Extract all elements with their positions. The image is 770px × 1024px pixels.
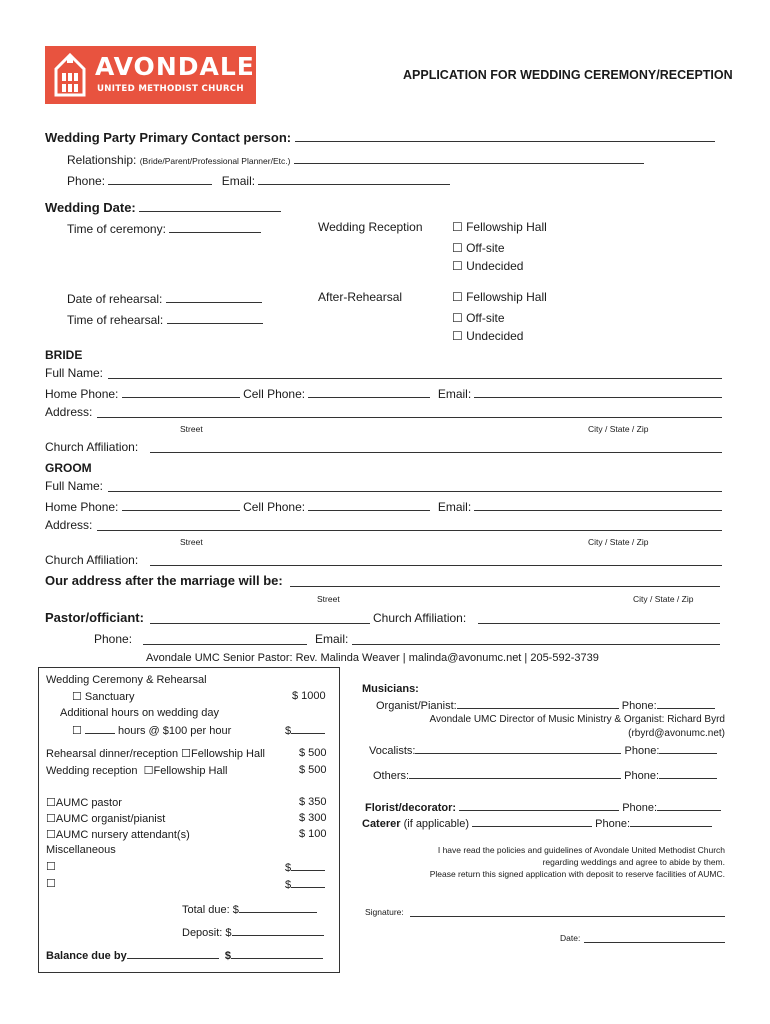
misc-price-1: $	[285, 860, 325, 874]
reception-fee-checkbox[interactable]: ☐	[143, 765, 154, 777]
misc-price-1-field[interactable]	[291, 860, 325, 871]
reception-option-undecided[interactable]: ☐ Undecided	[452, 259, 524, 273]
bride-heading: BRIDE	[45, 348, 83, 362]
vocalists-row: Vocalists: Phone:	[369, 743, 717, 757]
bride-cell-phone-field[interactable]	[308, 385, 430, 398]
reception-fee-price: $ 500	[299, 764, 327, 776]
primary-contact-field[interactable]	[295, 129, 715, 142]
agreement-line-2: regarding weddings and agree to abide by them.	[542, 857, 725, 867]
relationship-hint: (Bride/Parent/Professional Planner/Etc.)	[139, 156, 291, 166]
logo-subtitle: UNITED METHODIST CHURCH	[97, 84, 244, 94]
groom-full-name-label: Full Name:	[45, 479, 104, 493]
bride-full-name-label: Full Name:	[45, 366, 104, 380]
total-due-field[interactable]	[239, 902, 317, 913]
after-marriage-city-hint: City / State / Zip	[633, 594, 694, 604]
groom-home-phone-label: Home Phone:	[45, 500, 119, 514]
rehearsal-dinner-checkbox[interactable]: ☐	[181, 748, 192, 760]
balance-amount-field[interactable]	[231, 948, 323, 959]
misc-price-2: $	[285, 877, 325, 891]
after-marriage-street-hint: Street	[317, 594, 340, 604]
time-rehearsal-row	[67, 311, 263, 327]
florist-field[interactable]	[459, 800, 619, 811]
after-option-offsite[interactable]: ☐ Off-site	[452, 311, 505, 325]
misc-checkbox-1[interactable]: ☐	[46, 861, 56, 873]
wedding-date-field[interactable]	[139, 199, 281, 212]
balance-date-field[interactable]	[127, 948, 219, 959]
groom-email-label: Email:	[437, 500, 472, 514]
primary-contact-label: Wedding Party Primary Contact person:	[45, 130, 292, 145]
groom-address-label: Address:	[45, 518, 93, 532]
bride-email-label: Email:	[437, 387, 472, 401]
primary-contact-row	[45, 129, 715, 145]
logo-name: AVONDALE	[95, 52, 255, 81]
rehearsal-dinner-row: Rehearsal dinner/reception ☐Fellowship Hall	[46, 748, 266, 760]
bride-address-field[interactable]	[97, 417, 722, 418]
caterer-phone-field[interactable]	[630, 816, 712, 827]
bride-full-name-field[interactable]	[108, 378, 722, 379]
organist-field[interactable]	[457, 698, 619, 709]
form-title: APPLICATION FOR WEDDING CEREMONY/RECEPTION	[403, 68, 733, 82]
after-marriage-label: Our address after the marriage will be:	[45, 573, 283, 588]
signature-label: Signature:	[365, 907, 404, 917]
after-rehearsal-label: After-Rehearsal	[318, 290, 403, 304]
church-icon	[53, 53, 87, 97]
wedding-date-row	[45, 199, 281, 215]
time-ceremony-field[interactable]	[169, 220, 261, 233]
bride-home-phone-field[interactable]	[122, 385, 240, 398]
total-due-row: Total due: $	[182, 902, 317, 916]
groom-city-hint: City / State / Zip	[588, 537, 649, 547]
pastor-label: Pastor/officiant:	[45, 610, 144, 625]
reception-fee-row: Wedding reception ☐Fellowship Hall	[46, 765, 228, 777]
organist-row: Organist/Pianist: Phone:	[376, 698, 715, 712]
date-rehearsal-field[interactable]	[166, 290, 262, 303]
contact-email-label: Email:	[221, 174, 256, 188]
organist-fee-option[interactable]: ☐AUMC organist/pianist	[46, 813, 166, 825]
pastor-phone-label: Phone:	[94, 632, 133, 646]
groom-heading: GROOM	[45, 461, 92, 475]
agreement-line-3: Please return this signed application with deposit to reserve facilities of AUMC.	[429, 869, 725, 879]
bride-home-phone-label: Home Phone:	[45, 387, 119, 401]
pastor-church-label: Church Affiliation:	[373, 611, 467, 625]
hours-field[interactable]	[85, 723, 115, 734]
groom-full-name-field[interactable]	[108, 491, 722, 492]
contact-phone-row	[67, 172, 450, 188]
contact-email-field[interactable]	[258, 172, 450, 185]
others-row: Others: Phone:	[373, 768, 717, 782]
vocalists-phone-field[interactable]	[659, 743, 717, 754]
groom-phone-row	[45, 498, 471, 514]
bride-street-hint: Street	[180, 424, 203, 434]
time-ceremony-row	[67, 220, 261, 236]
after-option-undecided[interactable]: ☐ Undecided	[452, 329, 524, 343]
signature-date-field[interactable]	[584, 942, 725, 943]
after-option-fellowship[interactable]: ☐ Fellowship Hall	[452, 290, 547, 304]
bride-phone-row	[45, 385, 471, 401]
sanctuary-option[interactable]: ☐ Sanctuary	[72, 691, 135, 703]
contact-phone-field[interactable]	[108, 172, 212, 185]
director-line-2: (rbyrd@avonumc.net)	[628, 728, 725, 739]
hours-price-field[interactable]	[291, 723, 325, 734]
caterer-field[interactable]	[472, 816, 592, 827]
vocalists-field[interactable]	[415, 743, 621, 754]
musicians-heading: Musicians:	[362, 683, 419, 695]
groom-street-hint: Street	[180, 537, 203, 547]
wedding-date-label: Wedding Date:	[45, 200, 136, 215]
organist-fee-price: $ 300	[299, 812, 327, 824]
balance-row: Balance due by $	[46, 948, 323, 962]
nursery-fee-option[interactable]: ☐AUMC nursery attendant(s)	[46, 829, 190, 841]
florist-phone-field[interactable]	[657, 800, 721, 811]
pastor-fee-price: $ 350	[299, 796, 327, 808]
misc-price-2-field[interactable]	[291, 877, 325, 888]
groom-email-field[interactable]	[474, 510, 722, 511]
groom-home-phone-field[interactable]	[122, 498, 240, 511]
ceremony-heading: Wedding Ceremony & Rehearsal	[46, 674, 207, 686]
pastor-email-field[interactable]	[352, 644, 720, 645]
pastor-phone-field[interactable]	[143, 644, 307, 645]
director-line-1: Avondale UMC Director of Music Ministry & Organist: Richard Byrd	[429, 714, 725, 725]
wedding-reception-label: Wedding Reception	[318, 220, 423, 234]
date-label: Date:	[560, 933, 581, 943]
florist-row: Florist/decorator: Phone:	[365, 800, 721, 814]
relationship-row	[67, 151, 644, 167]
bride-city-hint: City / State / Zip	[588, 424, 649, 434]
senior-pastor-line: Avondale UMC Senior Pastor: Rev. Malinda Weaver | malinda@avonumc.net | 205-592-3739	[146, 652, 599, 664]
organist-phone-field[interactable]	[657, 698, 715, 709]
caterer-row: Caterer (if applicable) Phone:	[362, 816, 712, 830]
groom-address-field[interactable]	[97, 530, 722, 531]
time-ceremony-label: Time of ceremony:	[67, 222, 166, 236]
misc-label: Miscellaneous	[46, 844, 116, 856]
nursery-fee-price: $ 100	[299, 828, 327, 840]
time-rehearsal-field[interactable]	[167, 311, 263, 324]
reception-option-offsite[interactable]: ☐ Off-site	[452, 241, 505, 255]
relationship-label: Relationship:	[67, 153, 137, 167]
pastor-church-field[interactable]	[478, 623, 720, 624]
after-marriage-field[interactable]	[290, 586, 720, 587]
reception-option-fellowship[interactable]: ☐ Fellowship Hall	[452, 220, 547, 234]
bride-church-field[interactable]	[150, 452, 722, 453]
church-logo	[45, 46, 256, 104]
pastor-field[interactable]	[150, 623, 370, 624]
groom-church-field[interactable]	[150, 565, 722, 566]
additional-hours-row[interactable]: ☐ hours @ $100 per hour	[72, 725, 232, 737]
hours-price: $	[285, 723, 325, 737]
deposit-row: Deposit: $	[182, 925, 324, 939]
bride-church-label: Church Affiliation:	[45, 440, 139, 454]
rehearsal-dinner-price: $ 500	[299, 747, 327, 759]
bride-email-field[interactable]	[474, 397, 722, 398]
bride-address-label: Address:	[45, 405, 93, 419]
sanctuary-price: $ 1000	[292, 690, 326, 702]
signature-field[interactable]	[410, 916, 725, 917]
relationship-field[interactable]	[294, 151, 644, 164]
bride-cell-phone-label: Cell Phone:	[243, 387, 306, 401]
contact-phone-label: Phone:	[67, 174, 106, 188]
groom-cell-phone-field[interactable]	[308, 498, 430, 511]
additional-hours-label: Additional hours on wedding day	[60, 707, 220, 719]
time-rehearsal-label: Time of rehearsal:	[67, 313, 164, 327]
date-rehearsal-row	[67, 290, 262, 306]
agreement-line-1: I have read the policies and guidelines of Avondale United Methodist Church	[437, 845, 725, 855]
deposit-field[interactable]	[232, 925, 324, 936]
groom-cell-phone-label: Cell Phone:	[243, 500, 306, 514]
pastor-fee-option[interactable]: ☐AUMC pastor	[46, 797, 122, 809]
pastor-email-label: Email:	[315, 632, 349, 646]
groom-church-label: Church Affiliation:	[45, 553, 139, 567]
others-field[interactable]	[409, 768, 621, 779]
others-phone-field[interactable]	[659, 768, 717, 779]
misc-checkbox-2[interactable]: ☐	[46, 878, 56, 890]
date-rehearsal-label: Date of rehearsal:	[67, 292, 163, 306]
